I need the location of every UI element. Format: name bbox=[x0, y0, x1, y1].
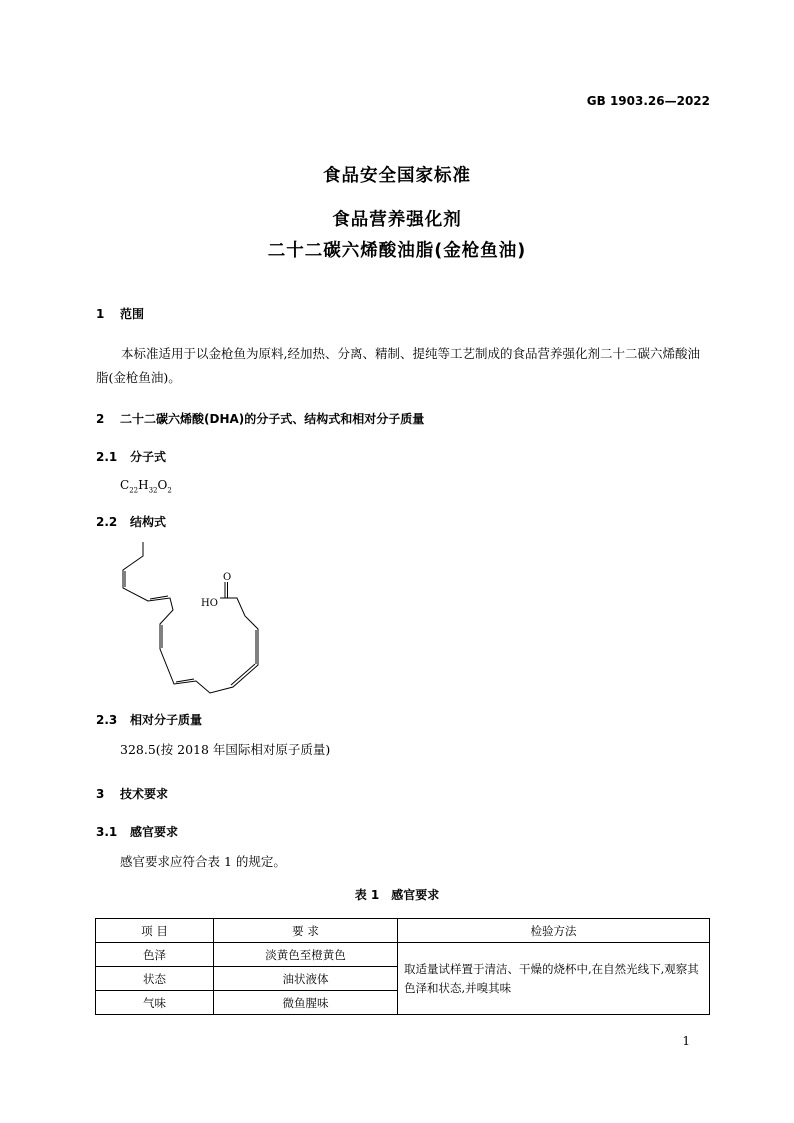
section-2-3-heading bbox=[96, 711, 202, 728]
section-2-heading bbox=[96, 410, 424, 427]
section-3-1-heading bbox=[96, 823, 178, 840]
requirement-cell: 淡黄色至橙黄色 bbox=[214, 943, 398, 967]
table-caption: 表 1 感官要求 bbox=[354, 888, 440, 902]
section-title: 二十二碳六烯酸(DHA)的分子式、结构式和相对分子质量 bbox=[120, 412, 425, 426]
column-header-method: 检验方法 bbox=[398, 919, 710, 943]
molecular-formula: $C_{22}H_{32}O_2$ bbox=[120, 478, 172, 495]
scope-paragraph: 本标准适用于以金枪鱼为原料,经加热、分离、精制、提纯等工艺制成的食品营养强化剂二十二碳六烯酸油脂(金枪鱼油)。 bbox=[96, 346, 700, 385]
dha-structural-formula bbox=[100, 538, 280, 698]
section-3-heading bbox=[96, 785, 168, 802]
item-cell: 状态 bbox=[96, 967, 214, 991]
section-number: 2 bbox=[96, 412, 105, 426]
hydroxyl-label: HO bbox=[201, 598, 218, 609]
section-number: 1 bbox=[96, 307, 105, 321]
section-2-2-heading bbox=[96, 513, 166, 530]
section-2-1-heading bbox=[96, 448, 166, 465]
item-cell: 气味 bbox=[96, 991, 214, 1015]
column-header-requirement: 要 求 bbox=[214, 919, 398, 943]
product-title-line1: 食品营养强化剂 bbox=[332, 210, 462, 230]
molecular-mass: 328.5(按 2018 年国际相对原子质量) bbox=[120, 742, 331, 757]
section-number: 3.1 bbox=[96, 825, 118, 839]
standard-number: GB 1903.26—2022 bbox=[586, 94, 710, 108]
sensory-intro: 感官要求应符合表 1 的规定。 bbox=[120, 854, 286, 869]
column-header-item: 项 目 bbox=[96, 919, 214, 943]
page-number: 1 bbox=[682, 1034, 690, 1048]
requirement-cell: 油状液体 bbox=[214, 967, 398, 991]
oxygen-label: O bbox=[223, 572, 232, 583]
section-1-heading bbox=[96, 305, 144, 322]
product-title-line2: 二十二碳六烯酸油脂(金枪鱼油) bbox=[267, 241, 527, 261]
method-cell: 取适量试样置于清洁、干燥的烧杯中,在自然光线下,观察其色泽和状态,并嗅其味 bbox=[398, 943, 710, 1015]
section-title: 感官要求 bbox=[130, 825, 179, 839]
section-title: 相对分子质量 bbox=[130, 713, 203, 727]
section-number: 3 bbox=[96, 787, 105, 801]
requirement-cell: 微鱼腥味 bbox=[214, 991, 398, 1015]
section-number: 2.1 bbox=[96, 450, 118, 464]
table-row bbox=[96, 943, 710, 967]
section-title: 技术要求 bbox=[120, 787, 169, 801]
sensory-requirements-table bbox=[95, 918, 710, 1015]
section-title: 分子式 bbox=[130, 450, 167, 464]
section-title: 结构式 bbox=[130, 515, 167, 529]
section-number: 2.2 bbox=[96, 515, 118, 529]
table-header-row bbox=[96, 919, 710, 943]
section-number: 2.3 bbox=[96, 713, 118, 727]
section-title: 范围 bbox=[120, 307, 145, 321]
item-cell: 色泽 bbox=[96, 943, 214, 967]
standard-title: 食品安全国家标准 bbox=[323, 166, 471, 186]
